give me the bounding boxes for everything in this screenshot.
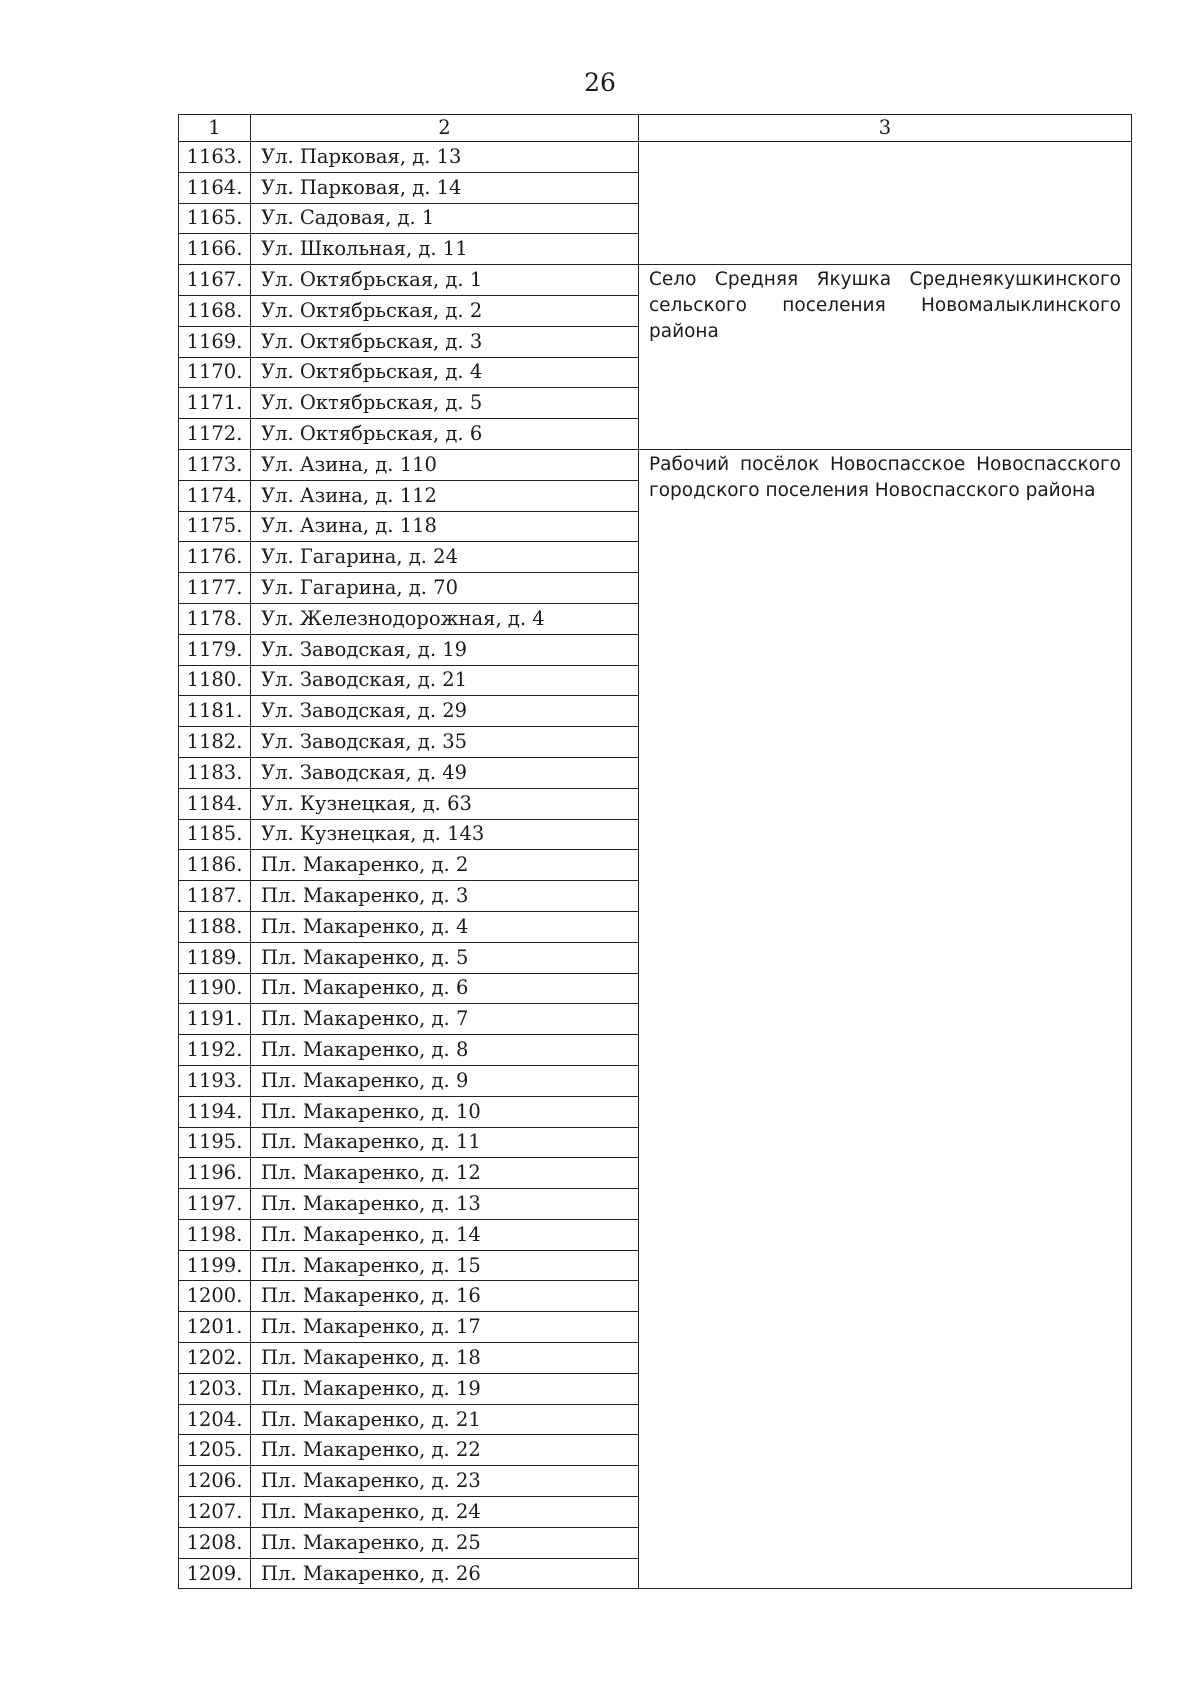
row-address: Пл. Макаренко, д. 5 [251, 942, 639, 973]
row-address: Пл. Макаренко, д. 16 [251, 1281, 639, 1312]
row-number: 1192. [179, 1035, 251, 1066]
row-address: Пл. Макаренко, д. 8 [251, 1035, 639, 1066]
row-number: 1175. [179, 511, 251, 542]
row-address: Ул. Азина, д. 110 [251, 449, 639, 480]
row-address: Пл. Макаренко, д. 13 [251, 1189, 639, 1220]
row-address: Пл. Макаренко, д. 25 [251, 1527, 639, 1558]
row-address: Ул. Кузнецкая, д. 63 [251, 788, 639, 819]
row-number: 1189. [179, 942, 251, 973]
row-address: Ул. Октябрьская, д. 4 [251, 357, 639, 388]
address-table [178, 114, 1132, 1589]
row-number: 1208. [179, 1527, 251, 1558]
row-number: 1177. [179, 573, 251, 604]
row-number: 1182. [179, 727, 251, 758]
row-number: 1174. [179, 480, 251, 511]
row-number: 1185. [179, 819, 251, 850]
row-number: 1204. [179, 1404, 251, 1435]
row-address: Ул. Заводская, д. 21 [251, 665, 639, 696]
row-address: Пл. Макаренко, д. 19 [251, 1373, 639, 1404]
row-number: 1164. [179, 172, 251, 203]
table-header [179, 115, 1132, 142]
row-address: Ул. Железнодорожная, д. 4 [251, 603, 639, 634]
row-address: Ул. Заводская, д. 19 [251, 634, 639, 665]
row-number: 1199. [179, 1250, 251, 1281]
row-number: 1191. [179, 1004, 251, 1035]
row-number: 1163. [179, 142, 251, 173]
row-address: Пл. Макаренко, д. 11 [251, 1127, 639, 1158]
row-address: Ул. Заводская, д. 29 [251, 696, 639, 727]
row-address: Пл. Макаренко, д. 23 [251, 1466, 639, 1497]
row-number: 1172. [179, 419, 251, 450]
row-address: Ул. Заводская, д. 49 [251, 757, 639, 788]
row-number: 1173. [179, 449, 251, 480]
row-number: 1207. [179, 1497, 251, 1528]
row-address: Пл. Макаренко, д. 4 [251, 911, 639, 942]
row-address: Ул. Октябрьская, д. 5 [251, 388, 639, 419]
row-number: 1203. [179, 1373, 251, 1404]
header-col-1: 1 [179, 115, 251, 142]
row-address: Ул. Октябрьская, д. 6 [251, 419, 639, 450]
row-number: 1180. [179, 665, 251, 696]
row-number: 1206. [179, 1466, 251, 1497]
table-row [179, 265, 1132, 296]
row-address: Пл. Макаренко, д. 22 [251, 1435, 639, 1466]
row-address: Пл. Макаренко, д. 3 [251, 881, 639, 912]
row-number: 1193. [179, 1065, 251, 1096]
row-address: Пл. Макаренко, д. 2 [251, 850, 639, 881]
row-number: 1183. [179, 757, 251, 788]
row-number: 1205. [179, 1435, 251, 1466]
row-address: Ул. Парковая, д. 13 [251, 142, 639, 173]
row-number: 1190. [179, 973, 251, 1004]
settlement-cell [639, 142, 1132, 265]
row-number: 1179. [179, 634, 251, 665]
row-number: 1166. [179, 234, 251, 265]
row-address: Ул. Октябрьская, д. 1 [251, 265, 639, 296]
row-address: Ул. Гагарина, д. 24 [251, 542, 639, 573]
row-address: Пл. Макаренко, д. 7 [251, 1004, 639, 1035]
row-address: Пл. Макаренко, д. 18 [251, 1343, 639, 1374]
row-address: Ул. Октябрьская, д. 2 [251, 295, 639, 326]
row-number: 1176. [179, 542, 251, 573]
row-number: 1198. [179, 1219, 251, 1250]
row-address: Ул. Кузнецкая, д. 143 [251, 819, 639, 850]
row-address: Пл. Макаренко, д. 10 [251, 1096, 639, 1127]
row-number: 1171. [179, 388, 251, 419]
row-number: 1194. [179, 1096, 251, 1127]
row-address: Пл. Макаренко, д. 9 [251, 1065, 639, 1096]
row-address: Пл. Макаренко, д. 26 [251, 1558, 639, 1589]
row-address: Пл. Макаренко, д. 14 [251, 1219, 639, 1250]
row-address: Ул. Октябрьская, д. 3 [251, 326, 639, 357]
row-number: 1170. [179, 357, 251, 388]
row-number: 1187. [179, 881, 251, 912]
row-address: Пл. Макаренко, д. 12 [251, 1158, 639, 1189]
row-address: Пл. Макаренко, д. 21 [251, 1404, 639, 1435]
row-number: 1165. [179, 203, 251, 234]
row-number: 1201. [179, 1312, 251, 1343]
row-number: 1186. [179, 850, 251, 881]
row-number: 1209. [179, 1558, 251, 1589]
row-address: Ул. Парковая, д. 14 [251, 172, 639, 203]
table-row [179, 142, 1132, 173]
row-address: Ул. Садовая, д. 1 [251, 203, 639, 234]
row-number: 1167. [179, 265, 251, 296]
header-col-3: 3 [639, 115, 1132, 142]
row-number: 1196. [179, 1158, 251, 1189]
row-address: Пл. Макаренко, д. 15 [251, 1250, 639, 1281]
page-number: 26 [584, 68, 616, 97]
row-address: Ул. Гагарина, д. 70 [251, 573, 639, 604]
row-address: Ул. Школьная, д. 11 [251, 234, 639, 265]
row-address: Пл. Макаренко, д. 17 [251, 1312, 639, 1343]
row-number: 1197. [179, 1189, 251, 1220]
settlement-cell: Рабочий посёлок Новоспасское Новоспасского городского поселения Новоспасского района [639, 449, 1132, 1588]
row-address: Пл. Макаренко, д. 24 [251, 1497, 639, 1528]
row-number: 1184. [179, 788, 251, 819]
row-number: 1181. [179, 696, 251, 727]
row-number: 1168. [179, 295, 251, 326]
header-col-2: 2 [251, 115, 639, 142]
row-address: Ул. Заводская, д. 35 [251, 727, 639, 758]
row-number: 1178. [179, 603, 251, 634]
table-row [179, 449, 1132, 480]
row-number: 1195. [179, 1127, 251, 1158]
row-number: 1202. [179, 1343, 251, 1374]
row-address: Ул. Азина, д. 118 [251, 511, 639, 542]
row-address: Пл. Макаренко, д. 6 [251, 973, 639, 1004]
row-number: 1188. [179, 911, 251, 942]
settlement-cell: Село Средняя Якушка Среднеякушкинского сельского поселения Новомалыклинского района [639, 265, 1132, 450]
row-address: Ул. Азина, д. 112 [251, 480, 639, 511]
header-row [179, 115, 1132, 142]
row-number: 1169. [179, 326, 251, 357]
table-body [179, 142, 1132, 1589]
row-number: 1200. [179, 1281, 251, 1312]
